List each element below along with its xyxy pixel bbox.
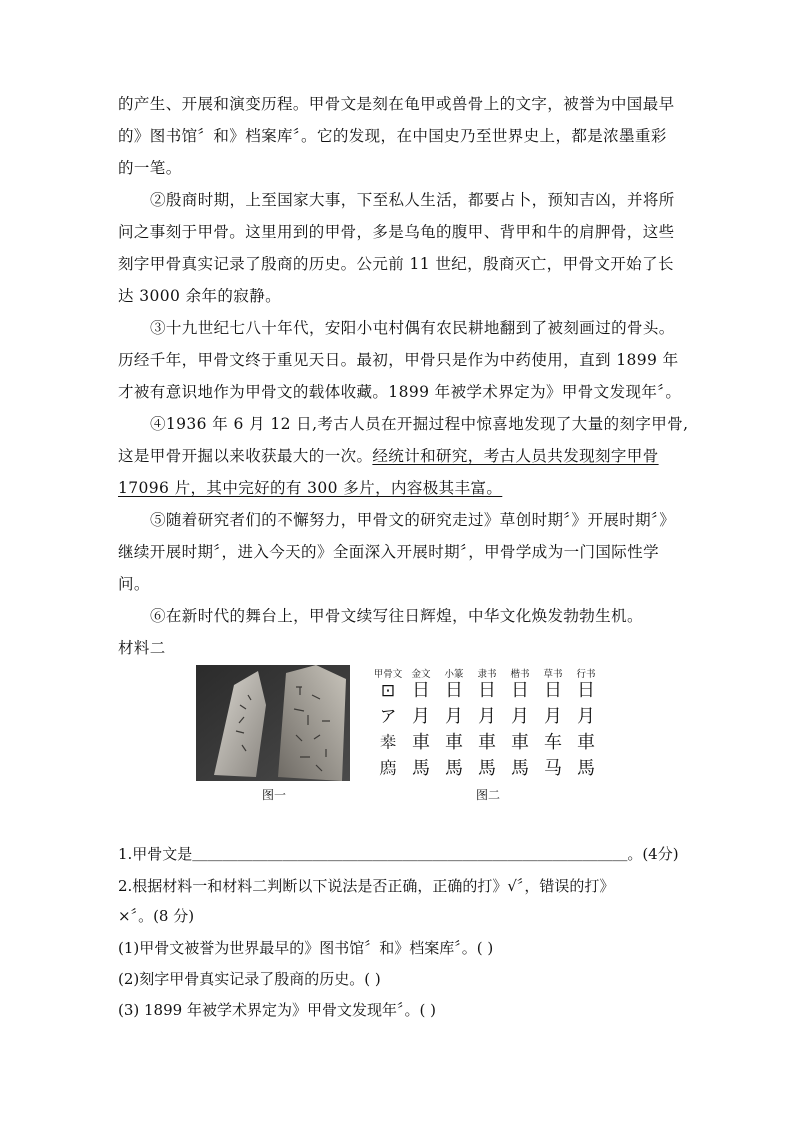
script-glyph: 𠦪 (379, 733, 397, 753)
paragraph-line: 刻字甲骨真实记录了殷商的历史。公元前 11 世纪，殷商灭亡，甲骨文开始了长 (118, 255, 674, 273)
script-header: 金文 (411, 669, 431, 680)
script-glyph: 月 (577, 706, 595, 727)
script-glyph: 日 (445, 680, 463, 701)
script-header: 行书 (576, 669, 596, 680)
script-header: 楷书 (510, 669, 530, 680)
script-glyph: ア (379, 707, 397, 727)
oracle-bone-photo (196, 665, 350, 781)
paragraph-line: 的一笔。 (118, 159, 182, 177)
paragraph-line: 的》图书馆〞和》档案库〞。它的发现，在中国史乃至世界史上，都是浓墨重彩 (118, 127, 667, 145)
underlined-line: 17096 片，其中完好的有 300 多片，内容极其丰富。 (118, 479, 503, 497)
script-header: 小篆 (444, 669, 464, 680)
script-glyph: 馬 (577, 758, 595, 779)
paragraph-line: 的产生、开展和演变历程。甲骨文是刻在龟甲或兽骨上的文字，被誉为中国最早 (118, 95, 675, 113)
paragraph-line: 才被有意识地作为甲骨文的载体收藏。1899 年被学术界定为》甲骨文发现年〞。 (118, 383, 682, 401)
script-header: 甲骨文 (373, 669, 403, 680)
question-2-1: (1)甲骨文被誉为世界最早的》图书馆〞和》档案库〞。( ) (118, 939, 494, 957)
figure1-caption: 图一 (262, 788, 287, 802)
underlined-text: 经统计和研究，考古人员共发现刻字甲骨 (372, 447, 659, 465)
script-glyph: 車 (478, 732, 496, 753)
question-1: 1.甲骨文是＿＿＿＿＿＿＿＿＿＿＿＿＿＿＿＿＿＿＿＿＿＿＿＿＿＿＿＿＿。(4分) (118, 845, 679, 863)
script-header: 草书 (543, 669, 563, 680)
script-glyph: 馬 (478, 758, 496, 779)
script-glyph: 月 (544, 706, 562, 727)
paragraph-line (118, 446, 659, 466)
script-glyph: 月 (412, 706, 430, 727)
script-glyph: 日 (478, 680, 496, 701)
script-glyph: 马 (544, 758, 562, 779)
paragraph-line: ④1936 年 6 月 12 日,考古人员在开掘过程中惊喜地发现了大量的刻字甲骨, (150, 415, 689, 433)
script-glyph: 日 (412, 680, 430, 701)
paragraph-line: 历经千年，甲骨文终于重见天日。最初，甲骨只是作为中药使用，直到 1899 年 (118, 351, 679, 369)
paragraph-line: ③十九世纪七八十年代，安阳小屯村偶有农民耕地翻到了被刻画过的骨头。 (150, 319, 675, 337)
script-glyph: 馬 (511, 758, 529, 779)
script-glyph: 月 (478, 706, 496, 727)
script-evolution-table (372, 666, 604, 788)
paragraph-line: ⑤随着研究者们的不懈努力，甲骨文的研究走过》草创时期〞》开展时期〞》 (150, 511, 676, 529)
paragraph-line: 达 3000 余年的寂静。 (118, 287, 282, 305)
question-2-cont: ×〞。(8 分) (118, 907, 195, 925)
script-glyph: 月 (511, 706, 529, 727)
paragraph-line: ②殷商时期，上至国家大事，下至私人生活，都要占卜，预知吉凶，并将所 (150, 191, 675, 209)
script-glyph: 車 (511, 732, 529, 753)
script-glyph: 馬 (445, 758, 463, 779)
script-glyph: 車 (412, 732, 430, 753)
paragraph-line: 问。 (118, 575, 150, 593)
script-header: 隶书 (477, 669, 497, 680)
paragraph-line: 问之事刻于甲骨。这里用到的甲骨，多是乌龟的腹甲、背甲和牛的肩胛骨，这些 (118, 223, 675, 241)
question-2-3: (3) 1899 年被学术界定为》甲骨文发现年〞。( ) (118, 1001, 436, 1019)
section-label: 材料二 (118, 639, 166, 657)
script-glyph: 馬 (412, 758, 430, 779)
script-glyph: 車 (445, 732, 463, 753)
question-2-2: (2)刻字甲骨真实记录了殷商的历史。( ) (118, 970, 381, 988)
figure2-caption: 图二 (476, 788, 501, 802)
script-glyph: 月 (445, 706, 463, 727)
paragraph-line: 继续开展时期〞，进入今天的》全面深入开展时期〞，甲骨学成为一门国际性学 (118, 543, 660, 561)
question-2: 2.根据材料一和材料二判断以下说法是否正确，正确的打》√〞，错误的打》 (118, 877, 615, 895)
paragraph-line: ⑥在新时代的舞台上，甲骨文续写往日辉煌，中华文化焕发勃勃生机。 (150, 607, 643, 625)
script-glyph: 日 (544, 680, 562, 701)
script-glyph: 𢊁 (379, 759, 397, 779)
script-glyph: 車 (577, 732, 595, 753)
script-glyph: 车 (544, 732, 562, 753)
script-glyph: 日 (577, 680, 595, 701)
script-glyph: 日 (511, 680, 529, 701)
script-glyph: ⊡ (380, 681, 396, 701)
paragraph-text: 这是甲骨开掘以来收获最大的一次。 (118, 447, 373, 465)
oracle-bone-image (196, 665, 350, 781)
